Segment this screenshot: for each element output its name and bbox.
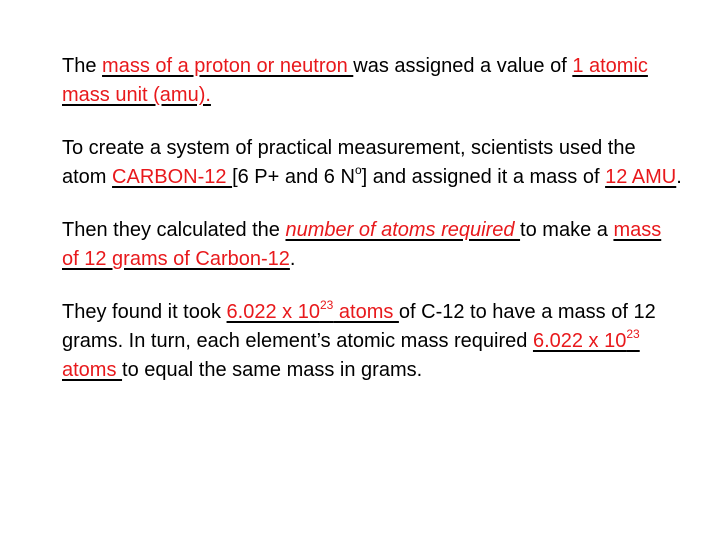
highlight-amu: 1 atomic mass unit (amu). — [62, 55, 648, 106]
text: to equal the same mass in grams. — [122, 359, 423, 381]
text: The — [62, 55, 103, 77]
highlight-avogadro-1 — [226, 298, 399, 323]
highlight-12-grams: mass of 12 grams of Carbon-12 — [62, 219, 662, 270]
superscript-23: 23 — [626, 327, 640, 341]
text: 6.022 x 10 — [226, 301, 320, 323]
superscript-23: 23 — [319, 298, 334, 312]
slide-body — [62, 52, 682, 409]
text: Then they calculated the — [62, 219, 286, 241]
paragraph-avogadro — [62, 298, 682, 385]
text: 6.022 x 10 — [532, 330, 627, 352]
highlight-number-of-atoms: number of atoms required — [285, 219, 521, 241]
text: ] and assigned it a mass of — [361, 166, 606, 188]
paragraph-atoms-required — [62, 216, 682, 274]
paragraph-carbon-12 — [62, 134, 682, 192]
text: [6 P+ and 6 N — [232, 166, 355, 188]
text: of C-12 to have a mass of 12 grams. In turn, each element’s atomic mass required — [62, 301, 656, 352]
highlight-carbon-12: CARBON-12 — [112, 166, 233, 188]
text: to make a — [520, 219, 614, 241]
highlight-proton-neutron: mass of a proton or neutron — [102, 55, 354, 77]
text: atoms — [62, 359, 123, 381]
text: was assigned a value of — [353, 55, 573, 77]
text: atoms — [333, 301, 399, 323]
highlight-12-amu: 12 AMU — [605, 166, 677, 188]
text: . — [289, 248, 296, 270]
text: They found it took — [62, 301, 227, 323]
paragraph-proton-mass — [62, 52, 682, 110]
superscript-o: o — [354, 163, 362, 177]
text: . — [676, 166, 682, 188]
text: To create a system of practical measurement, scientists used the atom — [62, 137, 636, 188]
